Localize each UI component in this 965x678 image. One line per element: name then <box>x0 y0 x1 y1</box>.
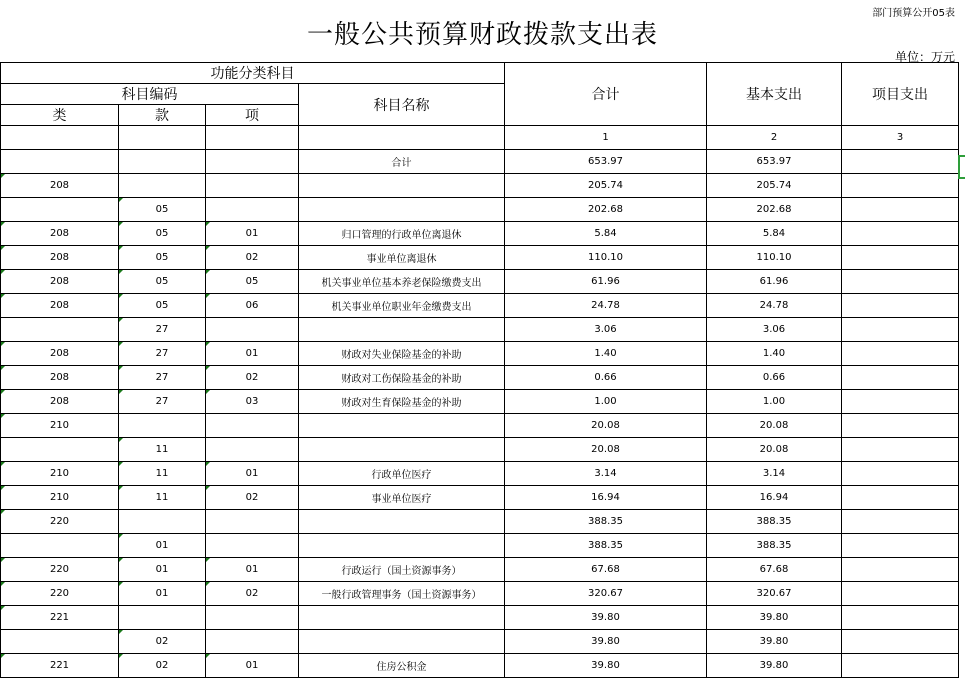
cell-basic[interactable]: 20.08 <box>707 438 842 462</box>
unit-label: 单位：万元 <box>894 50 955 64</box>
cell-kuan[interactable] <box>119 606 206 630</box>
error-indicator-icon <box>206 342 210 346</box>
table-row[interactable] <box>1 558 959 582</box>
cell-xiang[interactable] <box>206 150 299 174</box>
cell-kuan[interactable]: 05 <box>119 198 206 222</box>
error-indicator-icon <box>119 438 123 442</box>
cell-total[interactable]: 653.97 <box>505 150 707 174</box>
cell-name[interactable]: 财政对生育保险基金的补助 <box>299 390 505 414</box>
cell-project[interactable] <box>842 390 959 414</box>
previous-row-strip <box>0 0 965 4</box>
form-number: 部门预算公开05表 <box>872 8 955 19</box>
table-row[interactable] <box>1 414 959 438</box>
cell-basic[interactable]: 653.97 <box>707 150 842 174</box>
cell-total[interactable]: 388.35 <box>505 534 707 558</box>
error-indicator-icon <box>119 366 123 370</box>
header-subject-name[interactable]: 科目名称 <box>299 84 505 126</box>
header-xiang[interactable]: 项 <box>206 105 299 126</box>
cell-project[interactable] <box>842 246 959 270</box>
cell-kuan[interactable]: 05 <box>119 270 206 294</box>
table-cell[interactable] <box>206 126 299 150</box>
cell-name[interactable]: 机关事业单位职业年金缴费支出 <box>299 294 505 318</box>
table-row[interactable] <box>1 198 959 222</box>
cell-kuan[interactable]: 02 <box>119 654 206 678</box>
error-indicator-icon <box>1 366 5 370</box>
cell-basic[interactable]: 388.35 <box>707 510 842 534</box>
header-subject-code[interactable]: 科目编码 <box>1 84 299 105</box>
cell-total[interactable]: 388.35 <box>505 510 707 534</box>
table-row[interactable] <box>1 534 959 558</box>
cell-basic[interactable]: 16.94 <box>707 486 842 510</box>
error-indicator-icon <box>1 462 5 466</box>
table-row[interactable] <box>1 630 959 654</box>
cell-lei[interactable]: 220 <box>1 510 119 534</box>
table-row[interactable] <box>1 342 959 366</box>
cell-lei[interactable]: 210 <box>1 414 119 438</box>
cell-lei[interactable]: 221 <box>1 606 119 630</box>
error-indicator-icon <box>1 654 5 658</box>
cell-kuan[interactable]: 11 <box>119 462 206 486</box>
cell-kuan[interactable] <box>119 174 206 198</box>
cell-xiang[interactable] <box>206 198 299 222</box>
cell-lei[interactable]: 208 <box>1 246 119 270</box>
error-indicator-icon <box>1 390 5 394</box>
cell-lei[interactable]: 208 <box>1 366 119 390</box>
cell-kuan[interactable]: 01 <box>119 558 206 582</box>
cell-lei[interactable]: 208 <box>1 342 119 366</box>
cell-lei[interactable]: 221 <box>1 654 119 678</box>
cell-basic[interactable]: 388.35 <box>707 534 842 558</box>
cell-kuan[interactable]: 05 <box>119 246 206 270</box>
cell-project[interactable] <box>842 654 959 678</box>
cell-project[interactable] <box>842 366 959 390</box>
error-indicator-icon <box>119 222 123 226</box>
cell-name[interactable]: 事业单位离退休 <box>299 246 505 270</box>
cell-total[interactable]: 3.14 <box>505 462 707 486</box>
table-row[interactable] <box>1 270 959 294</box>
cell-kuan[interactable]: 27 <box>119 390 206 414</box>
cell-basic[interactable]: 0.66 <box>707 366 842 390</box>
selection-marker <box>958 155 965 179</box>
cell-total[interactable]: 0.66 <box>505 366 707 390</box>
cell-total[interactable]: 20.08 <box>505 438 707 462</box>
cell-basic[interactable]: 1.40 <box>707 342 842 366</box>
error-indicator-icon <box>206 654 210 658</box>
cell-basic[interactable]: 205.74 <box>707 174 842 198</box>
error-indicator-icon <box>206 294 210 298</box>
error-indicator-icon <box>1 414 5 418</box>
error-indicator-icon <box>206 582 210 586</box>
cell-basic[interactable]: 5.84 <box>707 222 842 246</box>
cell-name[interactable]: 行政运行（国土资源事务） <box>299 558 505 582</box>
cell-project[interactable] <box>842 438 959 462</box>
error-indicator-icon <box>1 222 5 226</box>
cell-kuan[interactable]: 02 <box>119 630 206 654</box>
cell-name[interactable]: 归口管理的行政单位离退休 <box>299 222 505 246</box>
table-row[interactable] <box>1 582 959 606</box>
cell-name[interactable]: 机关事业单位基本养老保险缴费支出 <box>299 270 505 294</box>
error-indicator-icon <box>1 246 5 250</box>
error-indicator-icon <box>119 582 123 586</box>
cell-xiang[interactable]: 02 <box>206 582 299 606</box>
error-indicator-icon <box>1 510 5 514</box>
column-number-basic[interactable]: 2 <box>707 126 842 150</box>
cell-total[interactable]: 1.00 <box>505 390 707 414</box>
error-indicator-icon <box>1 270 5 274</box>
cell-xiang[interactable]: 01 <box>206 462 299 486</box>
cell-xiang[interactable] <box>206 174 299 198</box>
error-indicator-icon <box>206 366 210 370</box>
cell-basic[interactable]: 67.68 <box>707 558 842 582</box>
cell-project[interactable] <box>842 318 959 342</box>
cell-kuan[interactable]: 27 <box>119 342 206 366</box>
cell-name[interactable]: 事业单位医疗 <box>299 486 505 510</box>
cell-total[interactable]: 1.40 <box>505 342 707 366</box>
cell-basic[interactable]: 320.67 <box>707 582 842 606</box>
cell-name[interactable] <box>299 630 505 654</box>
cell-basic[interactable]: 3.06 <box>707 318 842 342</box>
cell-project[interactable] <box>842 462 959 486</box>
cell-total[interactable]: 5.84 <box>505 222 707 246</box>
cell-kuan[interactable] <box>119 414 206 438</box>
error-indicator-icon <box>1 582 5 586</box>
cell-project[interactable] <box>842 294 959 318</box>
error-indicator-icon <box>119 270 123 274</box>
cell-kuan[interactable]: 05 <box>119 294 206 318</box>
cell-name[interactable] <box>299 606 505 630</box>
cell-kuan[interactable] <box>119 150 206 174</box>
table-row[interactable] <box>1 510 959 534</box>
cell-lei[interactable] <box>1 438 119 462</box>
cell-xiang[interactable] <box>206 438 299 462</box>
table-row[interactable] <box>1 438 959 462</box>
cell-xiang[interactable]: 01 <box>206 342 299 366</box>
cell-kuan[interactable] <box>119 510 206 534</box>
cell-lei[interactable] <box>1 198 119 222</box>
cell-project[interactable] <box>842 342 959 366</box>
cell-project[interactable] <box>842 222 959 246</box>
error-indicator-icon <box>119 390 123 394</box>
cell-name[interactable]: 一般行政管理事务（国土资源事务） <box>299 582 505 606</box>
cell-total[interactable]: 3.06 <box>505 318 707 342</box>
cell-basic[interactable]: 61.96 <box>707 270 842 294</box>
cell-name[interactable] <box>299 198 505 222</box>
cell-lei[interactable]: 208 <box>1 294 119 318</box>
cell-total[interactable]: 110.10 <box>505 246 707 270</box>
cell-project[interactable] <box>842 606 959 630</box>
expenditure-table <box>0 62 959 678</box>
cell-total[interactable]: 24.78 <box>505 294 707 318</box>
cell-kuan[interactable]: 27 <box>119 366 206 390</box>
error-indicator-icon <box>206 390 210 394</box>
error-indicator-icon <box>119 462 123 466</box>
cell-name[interactable]: 财政对失业保险基金的补助 <box>299 342 505 366</box>
error-indicator-icon <box>1 606 5 610</box>
cell-total[interactable]: 202.68 <box>505 198 707 222</box>
cell-basic[interactable]: 3.14 <box>707 462 842 486</box>
cell-basic[interactable]: 24.78 <box>707 294 842 318</box>
cell-kuan[interactable]: 01 <box>119 534 206 558</box>
cell-kuan[interactable]: 27 <box>119 318 206 342</box>
table-row[interactable] <box>1 318 959 342</box>
error-indicator-icon <box>1 342 5 346</box>
cell-xiang[interactable] <box>206 318 299 342</box>
error-indicator-icon <box>119 246 123 250</box>
cell-xiang[interactable]: 02 <box>206 486 299 510</box>
error-indicator-icon <box>1 174 5 178</box>
error-indicator-icon <box>1 486 5 490</box>
cell-total[interactable]: 39.80 <box>505 654 707 678</box>
cell-total[interactable]: 20.08 <box>505 414 707 438</box>
cell-lei[interactable] <box>1 534 119 558</box>
cell-lei[interactable] <box>1 150 119 174</box>
cell-xiang[interactable]: 01 <box>206 558 299 582</box>
table-row[interactable] <box>1 150 959 174</box>
cell-basic[interactable]: 110.10 <box>707 246 842 270</box>
cell-name[interactable] <box>299 174 505 198</box>
column-number-total[interactable]: 1 <box>505 126 707 150</box>
error-indicator-icon <box>119 486 123 490</box>
cell-xiang[interactable] <box>206 414 299 438</box>
error-indicator-icon <box>119 318 123 322</box>
cell-lei[interactable]: 208 <box>1 174 119 198</box>
table-row[interactable] <box>1 654 959 678</box>
header-basic-expenditure[interactable]: 基本支出 <box>707 63 842 126</box>
cell-total[interactable]: 39.80 <box>505 606 707 630</box>
cell-project[interactable] <box>842 558 959 582</box>
table-row[interactable] <box>1 486 959 510</box>
table-row[interactable] <box>1 222 959 246</box>
error-indicator-icon <box>206 222 210 226</box>
cell-name[interactable] <box>299 534 505 558</box>
header-kuan[interactable]: 款 <box>119 105 206 126</box>
cell-name[interactable]: 财政对工伤保险基金的补助 <box>299 366 505 390</box>
cell-name[interactable] <box>299 318 505 342</box>
error-indicator-icon <box>1 294 5 298</box>
error-indicator-icon <box>206 558 210 562</box>
cell-xiang[interactable]: 05 <box>206 270 299 294</box>
cell-basic[interactable]: 202.68 <box>707 198 842 222</box>
cell-lei[interactable]: 220 <box>1 582 119 606</box>
cell-name[interactable]: 合计 <box>299 150 505 174</box>
error-indicator-icon <box>119 558 123 562</box>
table-row[interactable] <box>1 390 959 414</box>
cell-kuan[interactable]: 11 <box>119 486 206 510</box>
header-functional-classification[interactable]: 功能分类科目 <box>1 63 505 84</box>
cell-lei[interactable]: 208 <box>1 270 119 294</box>
cell-name[interactable] <box>299 510 505 534</box>
table-row[interactable] <box>1 366 959 390</box>
cell-basic[interactable]: 39.80 <box>707 606 842 630</box>
cell-project[interactable] <box>842 510 959 534</box>
cell-name[interactable] <box>299 438 505 462</box>
cell-xiang[interactable]: 01 <box>206 222 299 246</box>
cell-lei[interactable]: 208 <box>1 390 119 414</box>
column-number-project[interactable]: 3 <box>842 126 959 150</box>
cell-project[interactable] <box>842 270 959 294</box>
cell-lei[interactable] <box>1 630 119 654</box>
cell-total[interactable]: 16.94 <box>505 486 707 510</box>
cell-total[interactable]: 320.67 <box>505 582 707 606</box>
cell-xiang[interactable]: 01 <box>206 654 299 678</box>
header-total[interactable]: 合计 <box>505 63 707 126</box>
cell-kuan[interactable]: 11 <box>119 438 206 462</box>
cell-lei[interactable]: 210 <box>1 486 119 510</box>
error-indicator-icon <box>1 558 5 562</box>
cell-basic[interactable]: 20.08 <box>707 414 842 438</box>
cell-name[interactable]: 行政单位医疗 <box>299 462 505 486</box>
cell-xiang[interactable]: 03 <box>206 390 299 414</box>
error-indicator-icon <box>119 342 123 346</box>
cell-xiang[interactable]: 02 <box>206 366 299 390</box>
cell-kuan[interactable]: 05 <box>119 222 206 246</box>
error-indicator-icon <box>119 654 123 658</box>
cell-total[interactable]: 67.68 <box>505 558 707 582</box>
error-indicator-icon <box>206 462 210 466</box>
cell-xiang[interactable]: 06 <box>206 294 299 318</box>
table-row[interactable] <box>1 174 959 198</box>
cell-project[interactable] <box>842 198 959 222</box>
cell-basic[interactable]: 1.00 <box>707 390 842 414</box>
error-indicator-icon <box>119 294 123 298</box>
cell-project[interactable] <box>842 630 959 654</box>
cell-project[interactable] <box>842 534 959 558</box>
table-cell[interactable] <box>119 126 206 150</box>
cell-lei[interactable]: 208 <box>1 222 119 246</box>
table-cell[interactable] <box>1 126 119 150</box>
cell-project[interactable] <box>842 414 959 438</box>
error-indicator-icon <box>206 246 210 250</box>
table-cell[interactable] <box>299 126 505 150</box>
error-indicator-icon <box>206 486 210 490</box>
cell-total[interactable]: 61.96 <box>505 270 707 294</box>
cell-project[interactable] <box>842 486 959 510</box>
cell-xiang[interactable] <box>206 510 299 534</box>
header-lei[interactable]: 类 <box>1 105 119 126</box>
cell-lei[interactable] <box>1 318 119 342</box>
cell-total[interactable]: 205.74 <box>505 174 707 198</box>
cell-name[interactable] <box>299 414 505 438</box>
cell-kuan[interactable]: 01 <box>119 582 206 606</box>
cell-project[interactable] <box>842 150 959 174</box>
header-project-expenditure[interactable]: 项目支出 <box>842 63 959 126</box>
error-indicator-icon <box>119 630 123 634</box>
cell-basic[interactable]: 39.80 <box>707 630 842 654</box>
cell-xiang[interactable] <box>206 534 299 558</box>
cell-name[interactable]: 住房公积金 <box>299 654 505 678</box>
table-row[interactable] <box>1 294 959 318</box>
cell-total[interactable]: 39.80 <box>505 630 707 654</box>
cell-lei[interactable]: 220 <box>1 558 119 582</box>
error-indicator-icon <box>119 198 123 202</box>
cell-xiang[interactable] <box>206 630 299 654</box>
cell-xiang[interactable] <box>206 606 299 630</box>
cell-project[interactable] <box>842 174 959 198</box>
cell-basic[interactable]: 39.80 <box>707 654 842 678</box>
table-row[interactable] <box>1 606 959 630</box>
table-row[interactable] <box>1 246 959 270</box>
error-indicator-icon <box>206 270 210 274</box>
table-row[interactable] <box>1 462 959 486</box>
cell-project[interactable] <box>842 582 959 606</box>
cell-xiang[interactable]: 02 <box>206 246 299 270</box>
error-indicator-icon <box>119 534 123 538</box>
cell-lei[interactable]: 210 <box>1 462 119 486</box>
page-title: 一般公共预算财政拨款支出表 <box>306 20 658 50</box>
